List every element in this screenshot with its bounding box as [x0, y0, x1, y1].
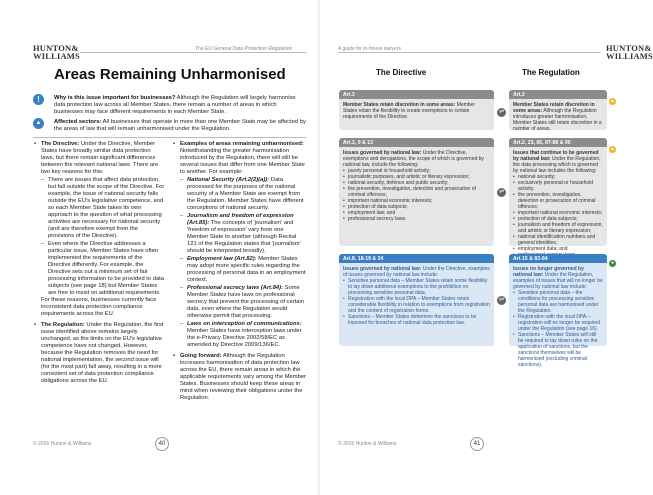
box-list-item: • Registration with the local DPA – Member States retain considerable flexibility in relation to exemptions from registration and the content of registration forms. [343, 296, 490, 314]
divider [33, 137, 306, 138]
going-forward-text: Although the Regulation increases harmonisation of data protection law across the EU, there remain areas in which the applicable requirements vary among the Member States. Businesses should keep these areas in mind when reviewing their obligations under the Regulation. [180, 353, 306, 401]
example-item [180, 321, 306, 349]
why-lead: Why is this issue important for businesses? [54, 95, 176, 101]
box-list-item: • the prevention, investigation, detection or prosecution of criminal offences; [513, 192, 603, 210]
directive-reason-2: – Even where the Directive addresses a particular issue, Member States have often implemented the requirements of the Directive differently. For example, the Directive sets out a minimum set of fair processing information to be provided to data subjects (see page 18) but Member States are free to insist on additional requirements. [41, 241, 165, 297]
directive-box-3 [339, 254, 494, 346]
example-text: Data processed for the purposes of the national security of a Member State are exempt from the Regulation. Member States have different conceptions of national security. [187, 177, 304, 211]
box-list-item: • Sanctions – Member States determine the sanctions to be imposed for breaches of national data protection law. [343, 314, 490, 326]
examples-section [172, 141, 306, 349]
example-lead: Professional secrecy laws (Art.84): [187, 285, 284, 291]
box-lead: Issues governed by national law: [343, 266, 422, 272]
example-text: Member States have interception laws under the e-Privacy Directive 2002/58/EC as amended by Directive 2009/136/EC. [187, 328, 302, 348]
box-list-item: • journalism and freedom of expression, and artistic or literary expression; [513, 222, 603, 234]
example-lead: Laws on interception of communications: [187, 321, 302, 327]
box-list-item: • Sanctions – Member States will still be required to lay down rules on the application of sanctions, but the sanctions themselves will be harmonised (excluding criminal sanctions). [513, 332, 603, 368]
exclamation-icon: ! [33, 94, 44, 105]
box-lead: Issues governed by national law: [343, 150, 422, 156]
box-text: Under the Regulation, examples of issues that will no longer be governed by national law include: [513, 272, 603, 290]
box-list-item: • national security; [513, 174, 603, 180]
page-number-right: 41 [470, 437, 484, 451]
example-item [180, 213, 306, 255]
why-important [54, 95, 306, 116]
box-list-item: • purely personal or household activity; [343, 168, 490, 174]
head-rule-left [80, 52, 306, 53]
box-list-item: • important national economic interests; [513, 210, 603, 216]
arrow-right-icon: ⇌ [498, 109, 505, 115]
box-list-item: • protection of data subjects; [513, 216, 603, 222]
affected-lead: Affected sectors: [54, 119, 102, 125]
logo-line2: WILLIAMS [33, 51, 80, 61]
left-column [33, 141, 165, 389]
regulation-box-2 [509, 138, 607, 252]
sector-icon: ▲ [33, 118, 44, 129]
change-marker-icon: ▲ [610, 98, 615, 104]
box-lead: Issues that continue to be governed by national law: [513, 150, 599, 162]
box-text: Under the Directive, examples of issues governed by national law include: [343, 266, 490, 278]
box-list-item: • protection of data subjects; [343, 204, 490, 210]
box-list-item: • Registration with the local DPA – registration will no longer be required under the Regulation (see page 16). [513, 314, 603, 332]
change-marker-icon: ▲ [610, 146, 615, 152]
box-list-item: • professional secrecy laws. [343, 216, 490, 222]
example-text: The concepts of 'journalism' and 'freedom of expression' vary from one Member State to another (although Recital 121 of the Regulation states that 'journalism' should be interpreted broadly). [187, 220, 301, 254]
box-list-item: • national security, defence and public security; [343, 180, 490, 186]
example-lead: Employment law (Art.82): [187, 256, 257, 262]
example-item [180, 285, 306, 320]
footer-left: © 2016 Hunton & Williams [33, 441, 92, 447]
directive-box-1 [339, 90, 494, 130]
regulation-section [33, 322, 165, 385]
logo-line1: HUNTON& [606, 43, 652, 53]
box-list-item: • exclusively personal or household activity; [513, 180, 603, 192]
going-forward-lead: Going forward: [180, 353, 222, 359]
regulation-box-1 [509, 90, 607, 130]
box-list-item: • Sensitive personal data – the conditions for processing sensitive personal data are harmonised under the Regulation. [513, 290, 603, 314]
left-page [0, 0, 320, 495]
affected-text: All businesses that operate in more than one Member State may be affected by the areas of law that will remain unharmonised under the Regulation. [54, 119, 306, 132]
right-column [172, 141, 306, 406]
logo-left [33, 44, 80, 60]
box-text: Under the Regulation, the data processing which is governed by national law includes the following: [513, 156, 601, 174]
box-ref: Art.3 [339, 90, 494, 99]
directive-lead: The Directive: [41, 141, 80, 147]
running-head-left: The EU General Data Protection Regulation [195, 46, 293, 52]
box-ref: Art.8, 18-19 & 24 [339, 254, 494, 263]
page-title: Areas Remaining Unharmonised [54, 66, 286, 83]
example-lead: Journalism and freedom of expression (Art.85): [187, 213, 294, 226]
box-list-item: • the prevention, investigation, detection and prosecution of criminal offences; [343, 186, 490, 198]
regulation-text: Under the Regulation, the first issue identified above remains largely unchanged, as the limits on the EU's legislative competence have not changed. However, because the Regulation removes the need for national implementation, the second issue will (for the most part) fall away, resulting in a more consistent set of data protection compliance obligations across the EU. [41, 322, 164, 384]
box-text: Although the Regulation introduces greater harmonisation, Member States still retain discretion in a number of areas. [513, 108, 602, 132]
box-list-item: • employment data; and [513, 246, 603, 252]
affected-sectors [54, 119, 306, 133]
directive-box-2 [339, 138, 494, 246]
arrow-right-icon: ⇌ [498, 297, 505, 303]
regulation-box-3 [509, 254, 607, 368]
box-lead: Issues no longer governed by national law: [513, 266, 584, 278]
directive-section [33, 141, 165, 318]
box-text: Member States retain the flexibility to create exemptions to certain requirements of the Directive. [343, 102, 475, 120]
box-ref: Art.2, 23, 85, 87-88 & 90 [509, 138, 607, 147]
directive-text: Under the Directive, Member States have broadly similar data protection laws, but there remain significant differences between the relevant national laws. There are two key reasons for this: [41, 141, 159, 175]
head-rule-right [338, 52, 600, 53]
box-ref: Art.15 & 83-84 [509, 254, 607, 263]
footer-right: © 2016 Hunton & Williams [338, 441, 397, 447]
directive-tail: For these reasons, businesses currently face inconsistent data protection compliance requirements across the EU. [41, 297, 157, 317]
box-list-item: • employment law; and [343, 210, 490, 216]
box-list-item: • national identification numbers and general identities; [513, 234, 603, 246]
box-lead: Member States retain discretion in some areas: [513, 102, 595, 114]
logo-right [606, 44, 653, 60]
logo-line1: HUNTON& [33, 43, 79, 53]
going-forward-section [172, 353, 306, 402]
box-ref: Art.3, 9 & 13 [339, 138, 494, 147]
running-head-right: A guide for in-house lawyers [338, 46, 401, 52]
example-item [180, 256, 306, 284]
examples-lead: Examples of areas remaining unharmonised: [180, 141, 304, 147]
column-head-regulation: The Regulation [522, 68, 580, 77]
arrow-right-icon: ⇌ [498, 189, 505, 195]
box-list-item: • important national economic interests; [343, 198, 490, 204]
example-item [180, 177, 306, 212]
examples-text: Notwithstanding the greater harmonisation introduced by the Regulation, there will still be several issues that differ from one Member State to another. For example: [180, 148, 305, 175]
directive-reason-1: – There are issues that affect data protection, but fall outside the scope of the Directive. For example, the issue of national security falls outside the EU's legislative competence, and so each Member State takes its own approach to the question of what processing activities are necessary for national security (and are therefore exempt from the provisions of the Directive). [41, 177, 165, 240]
box-text: Under the Directive, exemptions and derogations, the scope of which is governed by national law, include the following: [343, 150, 484, 168]
box-list-item: • journalistic purposes, and artistic or literary expression; [343, 174, 490, 180]
page-number-left: 40 [155, 437, 169, 451]
why-text: Although the Regulation will largely harmonise data protection law across all Member States, there remain a number of areas in which businesses may face different requirements in each Member State. [54, 95, 296, 115]
logo-line2: WILLIAMS [606, 51, 653, 61]
box-lead: Member States retain discretion in some areas: [343, 102, 456, 108]
example-text: Some Member States have laws on professional secrecy that prevent the processing of certain data, even where the Regulation would otherwise permit that processing. [187, 285, 304, 319]
example-lead: National Security (Art.2(2)(a)): [187, 177, 270, 183]
box-ref: Art.2 [509, 90, 607, 99]
harmonised-marker-icon: ● [610, 260, 615, 266]
column-head-directive: The Directive [376, 68, 427, 77]
box-list-item: • Sensitive personal data – Member States retain some flexibility to lay down additional exemptions to the prohibition on processing sensitive personal data. [343, 278, 490, 296]
example-text: Member States may adopt more specific rules regarding the processing of personal data in an employment context. [187, 256, 306, 283]
regulation-lead: The Regulation: [41, 322, 85, 328]
